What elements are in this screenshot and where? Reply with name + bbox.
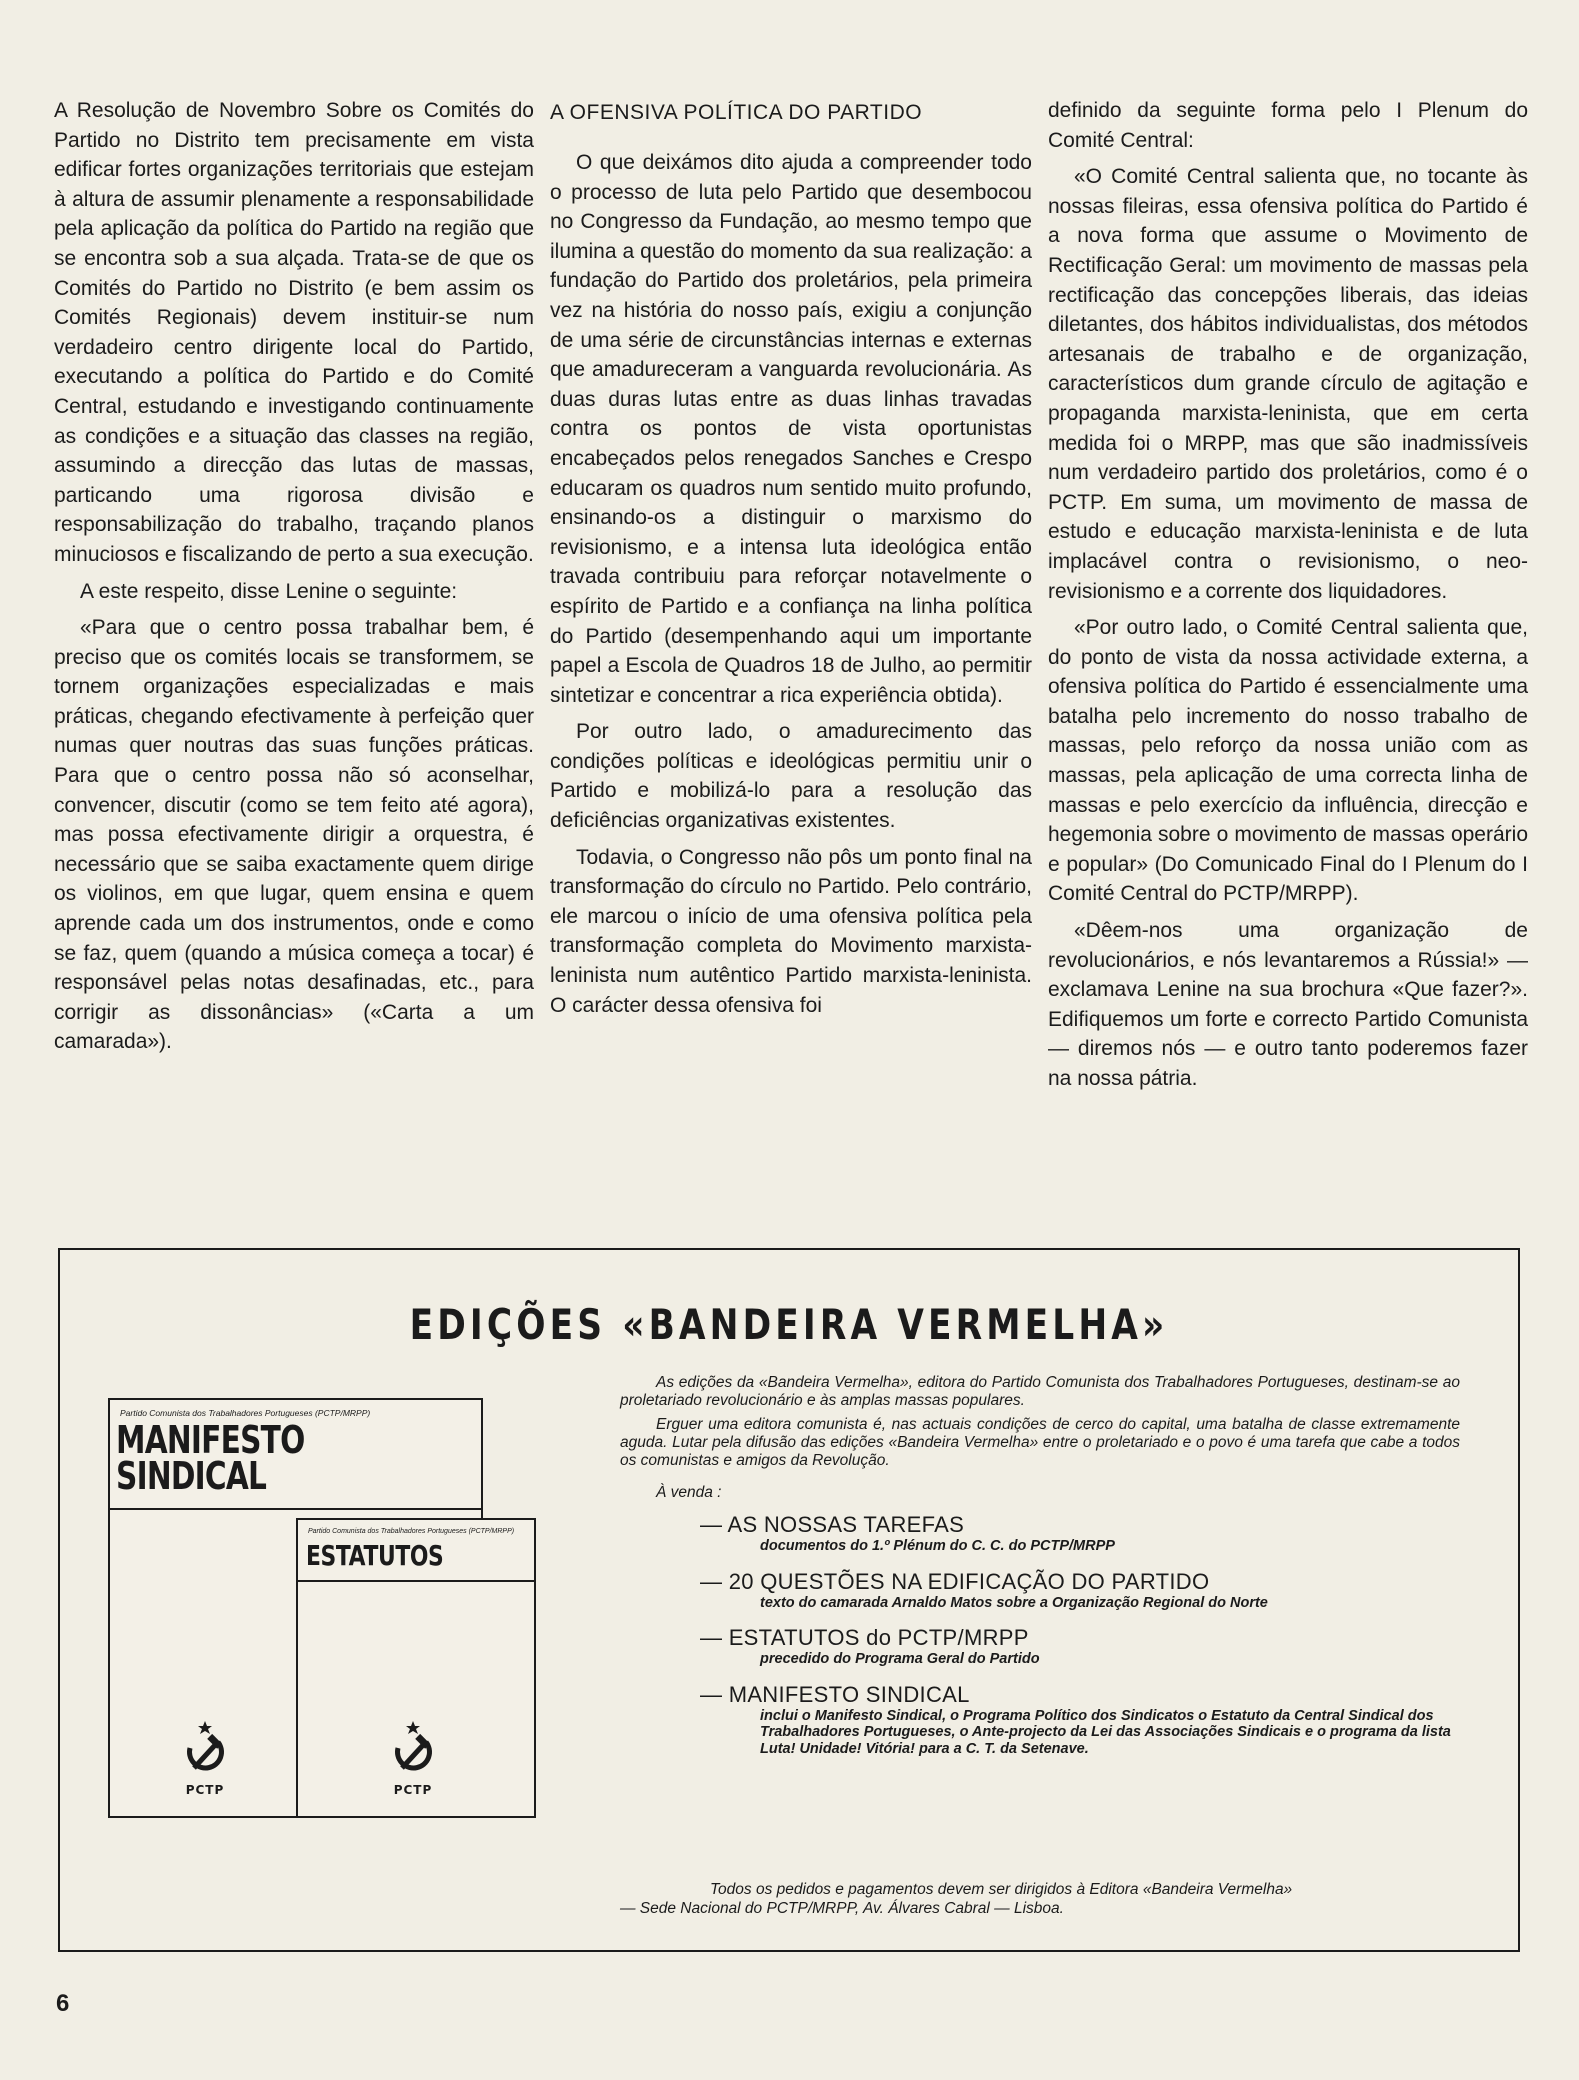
- paragraph: Por outro lado, o amadurecimento das condições políticas e ideológicas permitiu unir o Partido e mobilizá-lo para a resolução das deficiências organizativas existentes.: [550, 720, 1032, 833]
- column-1: [54, 96, 534, 1231]
- book-cover-estatutos: [296, 1518, 536, 1818]
- paragraph: «Por outro lado, o Comité Central salienta que, do ponto de vista da nossa actividade externa, a ofensiva política do Partido é essencialmente uma batalha pelo incremento do nosso trabalho de massas, pelo reforço da nossa união com as massas, pela aplicação de uma correcta linha de massas e pelo exercício da influência, direcção e hegemonia sobre o movimento de massas operário e popular» (Do Comunicado Final do I Plenum do I Comité Central do PCTP/MRPP).: [1048, 616, 1528, 906]
- ad-title: EDIÇÕES «BANDEIRA VERMELHA»: [409, 1300, 1169, 1349]
- book-description: texto do camarada Arnaldo Matos sobre a Organização Regional do Norte: [760, 1594, 1268, 1611]
- ad-paragraph: Erguer uma editora comunista é, nas actuais condições de cerco do capital, uma batalha de classe extremamente aguda. Lutar pela difusão das edições «Bandeira Vermelha» entre o proletariado e o povo é uma tarefa que cabe a todos os comunistas e amigos da Revolução.: [620, 1416, 1460, 1469]
- book-title: — ESTATUTOS do PCTP/MRPP: [700, 1625, 1029, 1650]
- cover-title: MANIFESTO SINDICAL: [116, 1418, 305, 1498]
- paragraph: «Para que o centro possa trabalhar bem, é preciso que os comités locais se transformem, se tornem organizações especializadas e mais práticas, chegando efectivamente à perfeição quer numas quer noutras das suas funções práticas. Para que o centro possa não só aconselhar, convencer, discutir (como se tem feito até agora), mas possa efectivamente dirigir a orquestra, é necessário que se saiba exactamente quem dirige os violinos, em que lugar, quem ensina e quem aprende cada um dos instrumentos, onde e como se faz, quem (quando a música começa a tocar) é responsável pelas notas desafinadas, etc., para corrigir as dissonâncias» («Carta a um camarada»).: [54, 616, 534, 1054]
- logo-label: PCTP: [393, 1783, 433, 1797]
- hammer-sickle-icon: [180, 1720, 230, 1778]
- book-item: [620, 1512, 1460, 1555]
- paragraph: O que deixámos dito ajuda a compreender todo o processo de luta pelo Partido que desembocou no Congresso da Fundação, ao mesmo tempo que ilumina a questão do momento da sua realização: a fundação do Partido dos proletários, pela primeira vez na história do nosso país, exigiu a conjunção de uma série de circunstâncias internas e externas que amadureceram a vanguarda revolucionária. As duas duras lutas entre as duas linhas travadas contra os pontos de vista oportunistas encabeçados pelos renegados Sanches e Crespo educaram os quadros num sentido muito profundo, ensinando-os a distinguir o marxismo do revisionismo, e a intensa luta ideológica então travada contribuiu para reforçar notavelmente o espírito de Partido e a confiança na linha política do Partido (desempenhando aqui um importante papel a Escola de Quadros 18 de Julho, ao permitir sintetizar e concentrar a rica experiência obtida).: [550, 151, 1032, 707]
- cover-party-name: Partido Comunista dos Trabalhadores Portugueses (PCTP/MRPP): [120, 1408, 371, 1418]
- section-heading: A OFENSIVA POLÍTICA DO PARTIDO: [550, 101, 923, 124]
- paragraph: «O Comité Central salienta que, no tocante às nossas fileiras, essa ofensiva política do Partido é a nova forma que assume o Movimento de Rectificação Geral: um movimento de massas pela rectificação das concepções liberais, das ideias diletantes, dos hábitos individualistas, dos métodos artesanais de trabalho e de organização, característicos dum grande círculo de agitação e propaganda marxista-leninista, que em certa medida foi o MRPP, mas que são inadmissíveis num verdadeiro partido dos proletários, como é o PCTP. Em suma, um movimento de massa de estudo e educação marxista-leninista e de luta implacável contra o revisionismo, o neo-revisionismo e a corrente dos liquidadores.: [1048, 165, 1528, 603]
- logo-label: PCTP: [185, 1783, 225, 1797]
- ad-footer-line: Todos os pedidos e pagamentos devem ser dirigidos à Editora «Bandeira Vermelha»: [710, 1881, 1293, 1898]
- paragraph: Todavia, o Congresso não pôs um ponto final na transformação do círculo no Partido. Pelo contrário, ele marcou o início de uma ofensiva política pela transformação completa do Movimento marxista-leninista num autêntico Partido marxista-leninista. O carácter dessa ofensiva foi: [550, 845, 1032, 1017]
- party-logo: [170, 1720, 240, 1797]
- paragraph: A Resolução de Novembro Sobre os Comités do Partido no Distrito tem precisamente em vista edificar fortes organizações territoriais que estejam à altura de assumir plenamente a responsabilidade pela aplicação da política do Partido na região que se encontra sob a sua alçada. Trata-se de que os Comités do Partido no Distrito (e bem assim os Comités Regionais) devem instituir-se num verdadeiro centro dirigente local do Partido, executando a política do Partido e do Comité Central, estudando e investigando continuamente as condições e a situação das classes na região, assumindo a direcção das lutas de massas, particando uma rigorosa divisão e responsabilização do trabalho, traçando planos minuciosos e fiscalizando de perto a sua execução.: [54, 99, 534, 566]
- book-title: — AS NOSSAS TAREFAS: [700, 1512, 965, 1537]
- divider: [110, 1508, 481, 1510]
- book-description: documentos do 1.º Plénum do C. C. do PCTP/MRPP: [760, 1538, 1115, 1554]
- book-item: [620, 1569, 1460, 1612]
- book-item: [620, 1625, 1460, 1668]
- ad-footer-line: — Sede Nacional do PCTP/MRPP, Av. Álvares Cabral — Lisboa.: [620, 1900, 1064, 1917]
- publisher-advertisement: [58, 1248, 1520, 1952]
- column-2: [550, 96, 1032, 1231]
- book-item: [620, 1682, 1460, 1758]
- page-number: 6: [56, 1990, 70, 2017]
- party-logo: [378, 1720, 448, 1797]
- paragraph: «Dêem-nos uma organização de revolucionários, e nós levantaremos a Rússia!» — exclamava Lenine na sua brochura «Que fazer?». Edifiquemos um forte e correcto Partido Comunista — diremos nós — e outro tanto poderemos fazer na nossa pátria.: [1048, 919, 1528, 1090]
- hammer-sickle-icon: [388, 1720, 438, 1778]
- cover-party-name: Partido Comunista dos Trabalhadores Portugueses (PCTP/MRPP): [308, 1528, 515, 1535]
- column-3: [1048, 96, 1528, 1231]
- book-description: precedido do Programa Geral do Partido: [760, 1651, 1040, 1667]
- ad-body: [620, 1374, 1460, 1771]
- cover-title: ESTATUTOS: [306, 1539, 444, 1572]
- ad-footer: [620, 1880, 1550, 1918]
- paragraph: definido da seguinte forma pelo I Plenum do Comité Central:: [1048, 99, 1528, 152]
- for-sale-label: À venda :: [656, 1484, 722, 1501]
- divider: [298, 1580, 534, 1582]
- ad-intro: As edições da «Bandeira Vermelha», editora do Partido Comunista dos Trabalhadores Portugueses, destinam-se ao proletariado revolucionário e às amplas massas populares.: [620, 1374, 1460, 1409]
- article-columns: [54, 96, 1529, 1231]
- book-title: — 20 QUESTÕES NA EDIFICAÇÃO DO PARTIDO: [700, 1568, 1210, 1594]
- paragraph: A este respeito, disse Lenine o seguinte:: [80, 579, 458, 603]
- book-description: inclui o Manifesto Sindical, o Programa Político dos Sindicatos o Estatuto da Central Sindical dos Trabalhadores Portugueses, o Ante-projecto da Lei das Associações Sindicais e o programa da lista Luta! Unidade! Vitória! para a C. T. da Setenave.: [760, 1707, 1451, 1757]
- book-title: — MANIFESTO SINDICAL: [700, 1681, 970, 1707]
